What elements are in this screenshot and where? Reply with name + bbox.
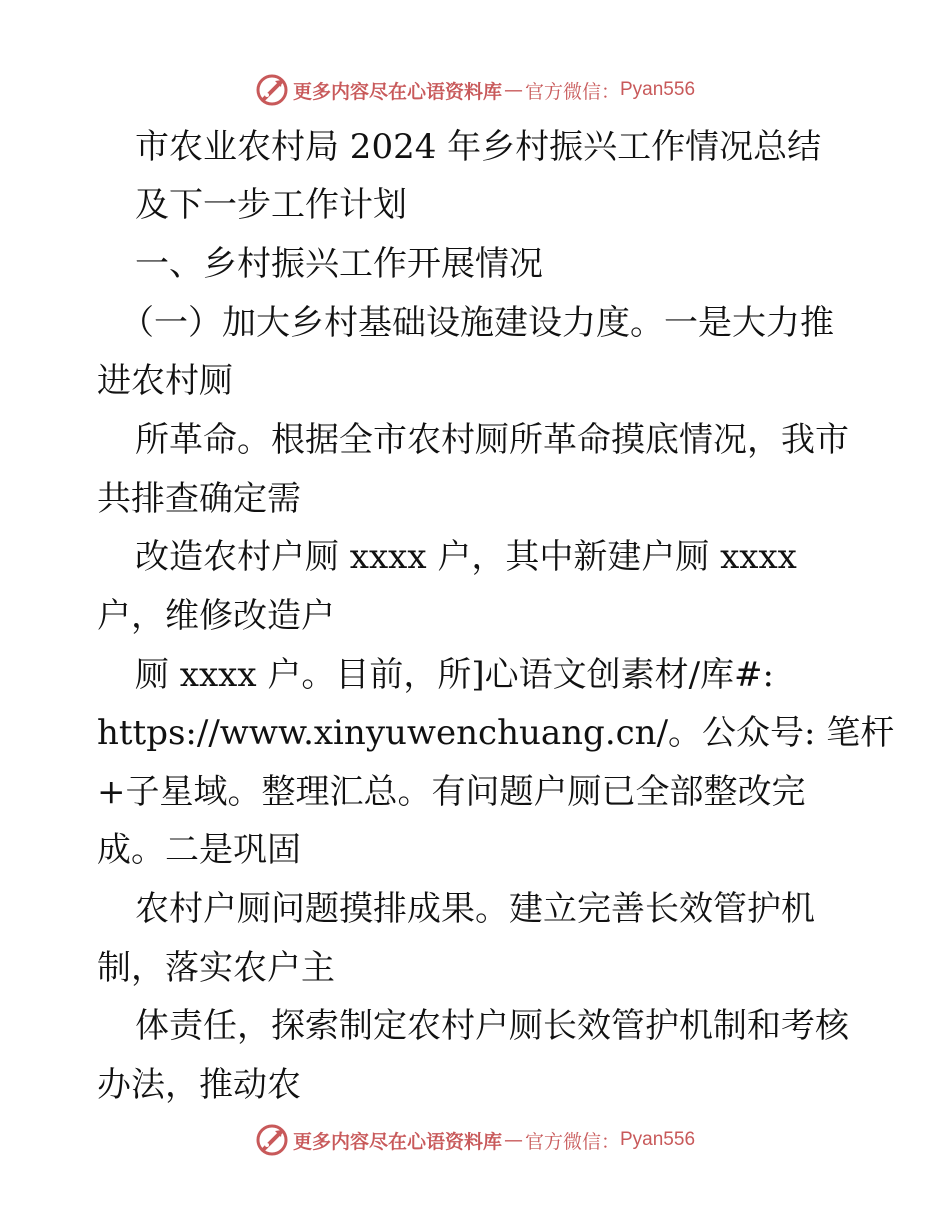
watermark-wechat-id: Pyan556 [620, 1129, 696, 1150]
paragraph-line: 制，落实农户主 [97, 948, 335, 988]
section-heading: 一、乡村振兴工作开展情况 [135, 244, 543, 284]
paragraph-line: 农村户厕问题摸排成果。建立完善长效管护机 [135, 889, 815, 929]
paragraph-line: 体责任，探索制定农村户厕长效管护机制和考核 [135, 1006, 849, 1046]
paragraph-line: 办法，推动农 [97, 1065, 301, 1105]
paragraph-line-url: https://www.xinyuwenchuang.cn/。公众号: 笔杆 [97, 713, 895, 753]
watermark-promo-text: 更多内容尽在心语资料库 [292, 80, 502, 103]
paragraph-line: 进农村厕 [97, 361, 233, 401]
paragraph-line: 户，维修改造户 [97, 596, 335, 636]
paragraph-line: 共排查确定需 [97, 479, 301, 519]
watermark-official-label: 官方微信： [524, 80, 620, 103]
watermark-official-label: 官方微信： [524, 1130, 620, 1153]
doc-title-line-2: 及下一步工作计划 [135, 185, 407, 225]
doc-title-line-1: 市农业农村局 2024 年乡村振兴工作情况总结 [135, 127, 822, 167]
watermark-wechat-id: Pyan556 [620, 79, 696, 100]
paragraph-line: 改造农村户厕 xxxx 户，其中新建户厕 xxxx [135, 537, 797, 577]
footer-watermark [0, 1120, 950, 1160]
paragraph-line: 厕 xxxx 户。目前，所]心语文创素材/库#: [135, 655, 774, 695]
paragraph-line: （一）加大乡村基础设施建设力度。一是大力推 [120, 303, 834, 343]
watermark-separator: — [503, 79, 523, 101]
pen-logo-icon [255, 73, 289, 107]
watermark-promo-text: 更多内容尽在心语资料库 [292, 1130, 502, 1153]
pen-logo-icon [255, 1123, 289, 1157]
watermark-separator: — [503, 1129, 523, 1151]
paragraph-line: +子星域。整理汇总。有问题户厕已全部整改完 [97, 772, 806, 812]
paragraph-line: 所革命。根据全市农村厕所革命摸底情况，我市 [135, 420, 849, 460]
header-watermark [0, 70, 950, 110]
paragraph-line: 成。二是巩固 [97, 830, 301, 870]
